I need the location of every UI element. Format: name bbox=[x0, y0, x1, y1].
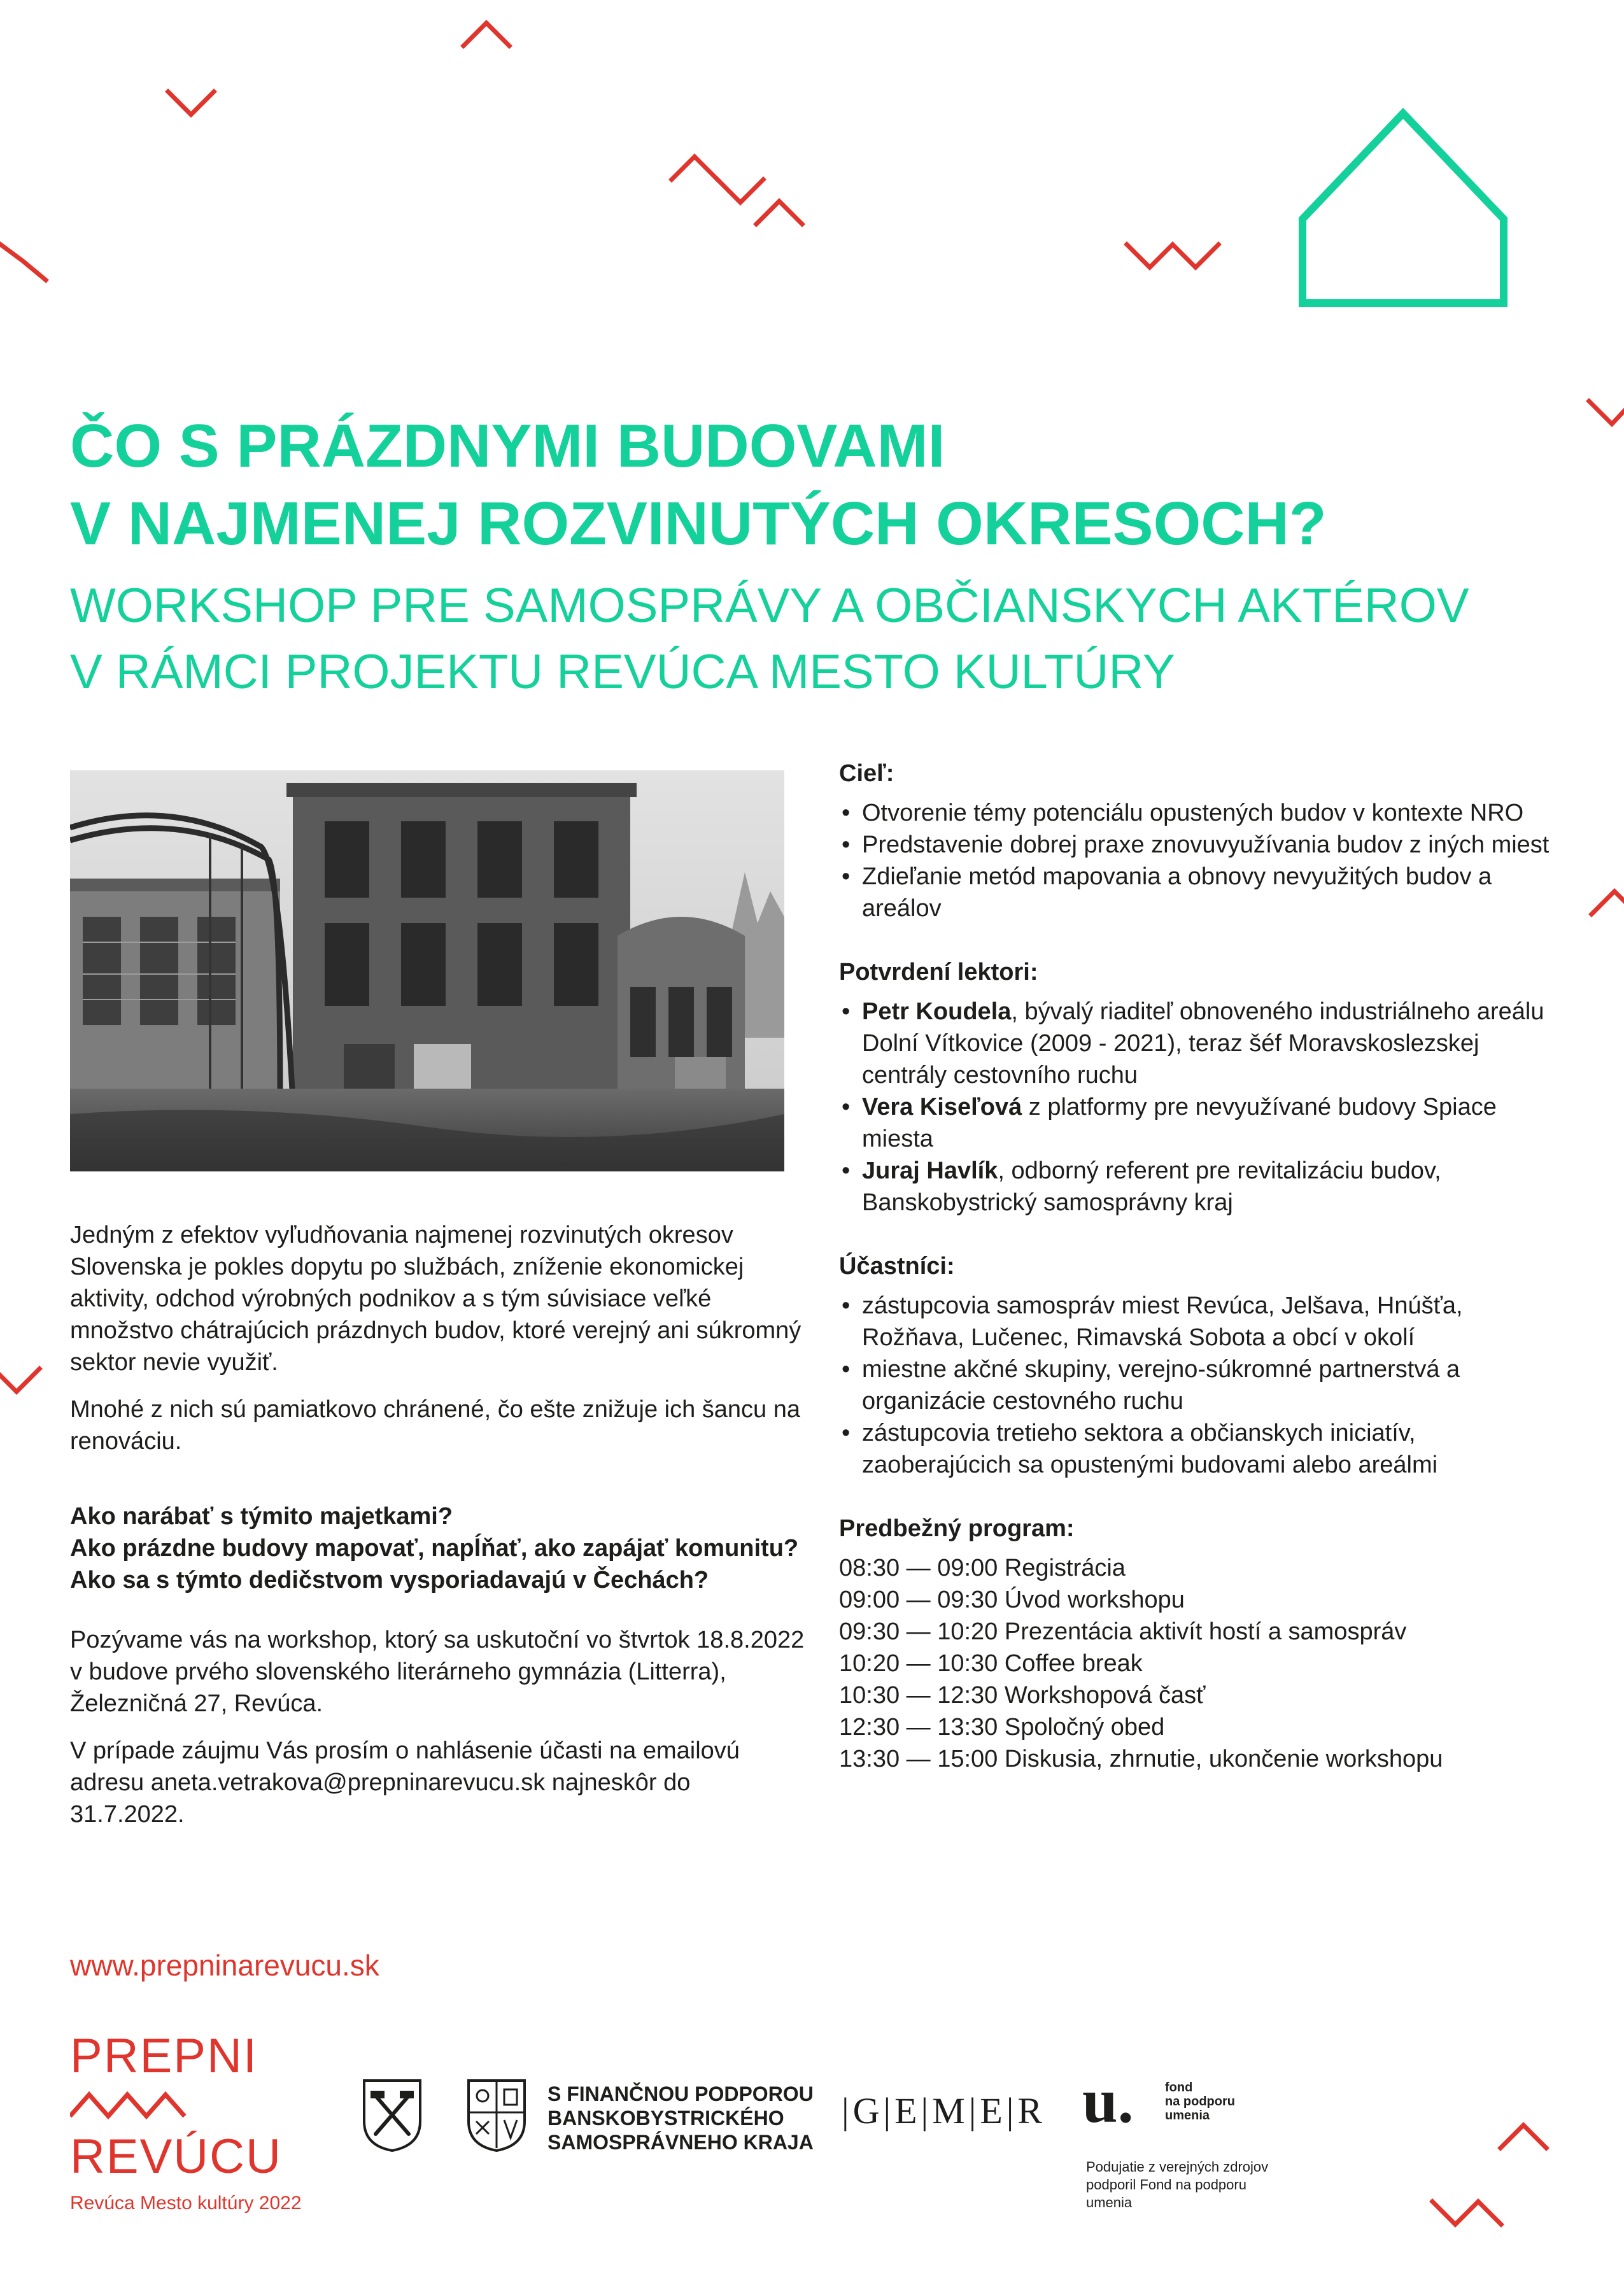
program-item: 12:30 — 13:30 Spoločný obed bbox=[839, 1714, 1165, 1741]
goal-item: • Otvorenie témy potenciálu opustených budov v kontexte NRO bbox=[839, 797, 1558, 829]
program-item: 09:00 — 09:30 Úvod workshopu bbox=[839, 1587, 1185, 1613]
page-title bbox=[70, 407, 1534, 563]
lecturers-heading: Potvrdení lektori: bbox=[839, 959, 1038, 986]
program-item: 13:30 — 15:00 Diskusia, zhrnutie, ukončenie workshopu bbox=[839, 1746, 1443, 1772]
lecturer-description: , bývalý riaditeľ obnoveného industriálneho areálu Dolní Vítkovice (2009 - 2021), teraz šéf Moravskoslezskej centrály cestovního ruchu bbox=[862, 998, 1544, 1089]
finance-line: S FINANČNOU PODPOROU bbox=[547, 2082, 814, 2105]
program-item: 10:30 — 12:30 Workshopová časť bbox=[839, 1682, 1206, 1709]
participant-item: • miestne akčné skupiny, verejno-súkromné partnerstvá a organizácie cestovného ruchu bbox=[839, 1354, 1558, 1417]
lecturer-description: , odborný referent pre revitalizáciu budov, Banskobystrický samosprávny kraj bbox=[862, 1157, 1441, 1216]
abandoned-factory-photo bbox=[70, 770, 784, 1171]
intro-text bbox=[70, 1219, 808, 1846]
logo-top-text: PREPNI bbox=[70, 2029, 258, 2083]
title-line-2: V NAJMENEJ ROZVINUTÝCH OKRESOCH? bbox=[70, 490, 1327, 558]
lecturer-item bbox=[839, 996, 1558, 1091]
fpu-logo-mark: u. bbox=[1082, 2065, 1134, 2136]
participants-list bbox=[839, 1290, 1558, 1481]
logo-bottom-text: REVÚCU bbox=[70, 2130, 282, 2184]
lecturer-name: Petr Koudela bbox=[862, 998, 1012, 1025]
gemer-logo: |G|E|M|E|R bbox=[842, 2090, 1047, 2131]
chevron-down-icon bbox=[1432, 2202, 1501, 2224]
page-subtitle bbox=[70, 573, 1566, 705]
chevron-up-icon bbox=[672, 157, 717, 180]
goal-heading: Cieľ: bbox=[839, 760, 894, 787]
program-heading: Predbežný program: bbox=[839, 1515, 1075, 1542]
program-item: 10:20 — 10:30 Coffee break bbox=[839, 1650, 1143, 1677]
website-link[interactable]: www.prepninarevucu.sk bbox=[70, 1949, 379, 1982]
prepni-revucu-logo bbox=[70, 2031, 302, 2214]
revuca-coat-of-arms-icon bbox=[360, 2077, 424, 2153]
finance-line: SAMOSPRÁVNEHO KRAJA bbox=[547, 2131, 814, 2154]
lecturer-description: z platformy pre nevyužívané budovy Spiace miesta bbox=[862, 1094, 1497, 1152]
registration-paragraph: V prípade záujmu Vás prosím o nahlásenie účasti na emailovú adresu aneta.vetrakova@prepninarevucu.sk najneskôr do 31.7.2022. bbox=[70, 1737, 740, 1828]
fpu-logo-name: fond na podporu umenia bbox=[1165, 2081, 1235, 2123]
invitation-paragraph: Pozývame vás na workshop, ktorý sa uskutoční vo štvrtok 18.8.2022 v budove prvého slovenského literárneho gymnázia (Litterra), Železničná 27, Revúca. bbox=[70, 1627, 805, 1717]
house-outline-icon bbox=[1303, 113, 1504, 303]
question: Ako narábať s týmito majetkami? bbox=[70, 1503, 453, 1530]
chevron-down-icon bbox=[168, 92, 214, 115]
chevron-up-icon bbox=[1592, 891, 1624, 914]
finance-line: BANSKOBYSTRICKÉHO bbox=[547, 2107, 784, 2130]
program-item: 09:30 — 10:20 Prezentácia aktivít hostí a samospráv bbox=[839, 1618, 1407, 1645]
chevron-up-icon bbox=[463, 23, 509, 46]
participant-item: • zástupcovia samospráv miest Revúca, Jelšava, Hnúšťa, Rožňava, Lučenec, Rimavská Sobota a obcí v okolí bbox=[839, 1290, 1558, 1354]
subtitle-line-1: WORKSHOP PRE SAMOSPRÁVY A OBČIANSKYCH AKTÉROV bbox=[70, 579, 1469, 633]
goal-list bbox=[839, 797, 1558, 924]
lecturer-item bbox=[839, 1155, 1558, 1219]
chevron-down-icon bbox=[1589, 401, 1624, 424]
question: Ako prázdne budovy mapovať, napĺňať, ako zapájať komunitu? bbox=[70, 1535, 799, 1562]
intro-paragraph: Jedným z efektov vyľudňovania najmenej rozvinutých okresov Slovenska je pokles dopytu po službách, zníženie ekonomickej aktivity, odchod výrobných podnikov a s tým súvisiace veľké množstvo chátrajúcich prázdnych budov, ktoré verejný ani súkromný sektor nevie využiť. bbox=[70, 1222, 801, 1376]
chevron-down-icon bbox=[0, 1369, 39, 1392]
intro-paragraph: Mnohé z nich sú pamiatkovo chránené, čo ešte znižuje ich šancu na renováciu. bbox=[70, 1396, 800, 1455]
chevron-up-icon bbox=[756, 201, 802, 224]
fpu-support-note: Podujatie z verejných zdrojov podporil Fond na podporu umenia bbox=[1086, 2159, 1269, 2210]
question: Ako sa s týmto dedičstvom vysporiadavajú v Čechách? bbox=[70, 1567, 709, 1594]
lecturers-list bbox=[839, 996, 1558, 1219]
lecturer-item bbox=[839, 1091, 1558, 1155]
lecturer-name: Vera Kiseľová bbox=[862, 1094, 1022, 1120]
program-item: 08:30 — 09:00 Registrácia bbox=[839, 1555, 1126, 1581]
lecturer-name: Juraj Havlík bbox=[862, 1157, 998, 1184]
chevron-down-icon bbox=[1127, 244, 1218, 267]
participants-heading: Účastníci: bbox=[839, 1253, 955, 1280]
chevron-down-icon bbox=[0, 239, 46, 280]
goal-item: • Zdieľanie metód mapovania a obnovy nevyužitých budov a areálov bbox=[839, 861, 1558, 924]
chevron-up-icon bbox=[1500, 2125, 1546, 2148]
program-list bbox=[839, 1552, 1558, 1775]
goal-item: • Predstavenie dobrej praxe znovuvyužívania budov z iných miest bbox=[839, 829, 1558, 861]
details-column bbox=[839, 758, 1558, 1807]
subtitle-line-2: V RÁMCI PROJEKTU REVÚCA MESTO KULTÚRY bbox=[70, 645, 1175, 699]
chevron-down-icon bbox=[717, 180, 763, 202]
title-line-1: ČO S PRÁZDNYMI BUDOVAMI bbox=[70, 412, 945, 480]
logo-tagline: Revúca Mesto kultúry 2022 bbox=[70, 2193, 302, 2214]
financial-support-text bbox=[547, 2082, 814, 2154]
logo-zigzag-icon bbox=[70, 2088, 191, 2120]
participant-item: • zástupcovia tretieho sektora a občianskych iniciatív, zaoberajúcich sa opustenými budovami alebo areálmi bbox=[839, 1417, 1558, 1481]
bbsk-coat-of-arms-icon bbox=[465, 2077, 528, 2153]
